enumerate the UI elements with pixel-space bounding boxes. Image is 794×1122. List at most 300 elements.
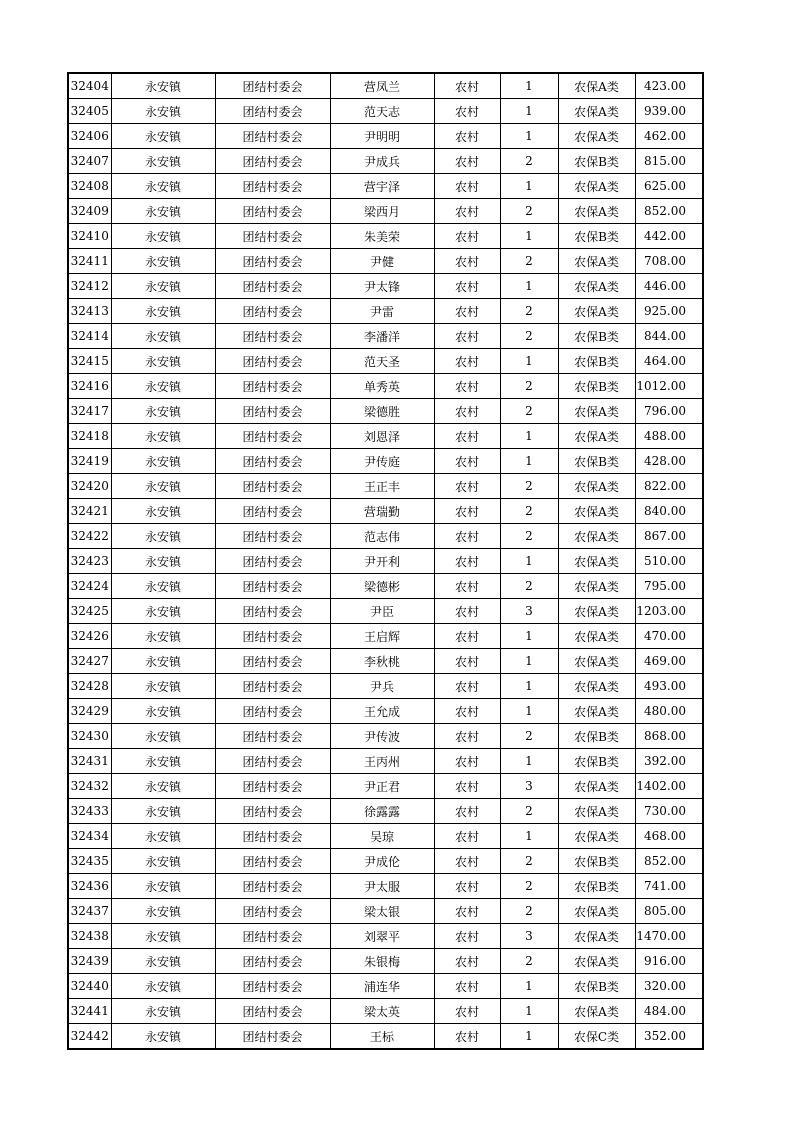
town-cell: 永安镇 (111, 549, 215, 574)
person-name-cell: 尹成伦 (330, 849, 434, 874)
town-cell: 永安镇 (111, 874, 215, 899)
area-type-cell: 农村 (434, 249, 500, 274)
amount-cell: 805.00 (635, 899, 703, 924)
person-name-cell: 梁德胜 (330, 399, 434, 424)
town-cell: 永安镇 (111, 674, 215, 699)
insurance-category-cell: 农保B类 (558, 749, 635, 774)
table-row (68, 399, 703, 424)
town-cell: 永安镇 (111, 274, 215, 299)
table-row (68, 499, 703, 524)
village-committee-cell: 团结村委会 (215, 99, 330, 124)
area-type-cell: 农村 (434, 174, 500, 199)
town-cell: 永安镇 (111, 299, 215, 324)
table-row (68, 674, 703, 699)
area-type-cell: 农村 (434, 749, 500, 774)
insurance-category-cell: 农保A类 (558, 924, 635, 949)
insurance-category-cell: 农保B类 (558, 224, 635, 249)
record-id-cell: 32418 (68, 424, 111, 449)
village-committee-cell: 团结村委会 (215, 674, 330, 699)
town-cell: 永安镇 (111, 974, 215, 999)
table-row (68, 324, 703, 349)
area-type-cell: 农村 (434, 924, 500, 949)
table-row (68, 824, 703, 849)
village-committee-cell: 团结村委会 (215, 124, 330, 149)
amount-cell: 916.00 (635, 949, 703, 974)
insurance-category-cell: 农保A类 (558, 699, 635, 724)
area-type-cell: 农村 (434, 874, 500, 899)
table-row (68, 474, 703, 499)
area-type-cell: 农村 (434, 849, 500, 874)
insurance-category-cell: 农保A类 (558, 674, 635, 699)
person-name-cell: 梁太银 (330, 899, 434, 924)
person-name-cell: 尹明明 (330, 124, 434, 149)
household-count-cell: 2 (500, 399, 558, 424)
household-count-cell: 2 (500, 574, 558, 599)
area-type-cell: 农村 (434, 474, 500, 499)
record-id-cell: 32410 (68, 224, 111, 249)
household-count-cell: 1 (500, 674, 558, 699)
village-committee-cell: 团结村委会 (215, 849, 330, 874)
town-cell: 永安镇 (111, 924, 215, 949)
town-cell: 永安镇 (111, 424, 215, 449)
area-type-cell: 农村 (434, 899, 500, 924)
household-count-cell: 1 (500, 699, 558, 724)
record-id-cell: 32434 (68, 824, 111, 849)
amount-cell: 446.00 (635, 274, 703, 299)
insurance-category-cell: 农保B类 (558, 974, 635, 999)
area-type-cell: 农村 (434, 524, 500, 549)
record-id-cell: 32423 (68, 549, 111, 574)
village-committee-cell: 团结村委会 (215, 749, 330, 774)
record-id-cell: 32411 (68, 249, 111, 274)
table-row (68, 124, 703, 149)
household-count-cell: 1 (500, 174, 558, 199)
amount-cell: 822.00 (635, 474, 703, 499)
amount-cell: 510.00 (635, 549, 703, 574)
town-cell: 永安镇 (111, 399, 215, 424)
insurance-category-cell: 农保B类 (558, 149, 635, 174)
table-row (68, 424, 703, 449)
insurance-category-cell: 农保A类 (558, 549, 635, 574)
village-committee-cell: 团结村委会 (215, 324, 330, 349)
insurance-category-cell: 农保B类 (558, 324, 635, 349)
person-name-cell: 营宇泽 (330, 174, 434, 199)
village-committee-cell: 团结村委会 (215, 999, 330, 1024)
household-count-cell: 2 (500, 724, 558, 749)
insurance-category-cell: 农保C类 (558, 1024, 635, 1050)
person-name-cell: 尹雷 (330, 299, 434, 324)
amount-cell: 462.00 (635, 124, 703, 149)
person-name-cell: 范天志 (330, 99, 434, 124)
household-count-cell: 1 (500, 824, 558, 849)
amount-cell: 708.00 (635, 249, 703, 274)
insurance-category-cell: 农保B类 (558, 849, 635, 874)
table-row (68, 199, 703, 224)
household-count-cell: 2 (500, 374, 558, 399)
town-cell: 永安镇 (111, 724, 215, 749)
record-id-cell: 32431 (68, 749, 111, 774)
amount-cell: 939.00 (635, 99, 703, 124)
town-cell: 永安镇 (111, 124, 215, 149)
town-cell: 永安镇 (111, 624, 215, 649)
table-row (68, 1024, 703, 1050)
amount-cell: 480.00 (635, 699, 703, 724)
household-count-cell: 2 (500, 149, 558, 174)
insurance-category-cell: 农保A类 (558, 274, 635, 299)
town-cell: 永安镇 (111, 574, 215, 599)
record-id-cell: 32421 (68, 499, 111, 524)
record-id-cell: 32441 (68, 999, 111, 1024)
household-count-cell: 2 (500, 199, 558, 224)
table-row (68, 774, 703, 799)
household-count-cell: 1 (500, 649, 558, 674)
amount-cell: 352.00 (635, 1024, 703, 1050)
household-count-cell: 1 (500, 1024, 558, 1050)
record-id-cell: 32433 (68, 799, 111, 824)
person-name-cell: 王启辉 (330, 624, 434, 649)
insurance-category-cell: 农保A类 (558, 199, 635, 224)
town-cell: 永安镇 (111, 474, 215, 499)
table-row (68, 274, 703, 299)
village-committee-cell: 团结村委会 (215, 349, 330, 374)
person-name-cell: 范天圣 (330, 349, 434, 374)
amount-cell: 1012.00 (635, 374, 703, 399)
town-cell: 永安镇 (111, 149, 215, 174)
village-committee-cell: 团结村委会 (215, 949, 330, 974)
record-id-cell: 32404 (68, 73, 111, 99)
record-id-cell: 32417 (68, 399, 111, 424)
amount-cell: 844.00 (635, 324, 703, 349)
household-count-cell: 1 (500, 224, 558, 249)
insurance-category-cell: 农保B类 (558, 349, 635, 374)
person-name-cell: 刘恩泽 (330, 424, 434, 449)
person-name-cell: 王标 (330, 1024, 434, 1050)
area-type-cell: 农村 (434, 349, 500, 374)
area-type-cell: 农村 (434, 274, 500, 299)
village-committee-cell: 团结村委会 (215, 974, 330, 999)
table-row (68, 99, 703, 124)
insurance-category-cell: 农保A类 (558, 124, 635, 149)
record-id-cell: 32438 (68, 924, 111, 949)
town-cell: 永安镇 (111, 649, 215, 674)
record-id-cell: 32422 (68, 524, 111, 549)
record-id-cell: 32425 (68, 599, 111, 624)
insurance-category-cell: 农保B类 (558, 374, 635, 399)
household-count-cell: 3 (500, 924, 558, 949)
village-committee-cell: 团结村委会 (215, 424, 330, 449)
household-count-cell: 1 (500, 974, 558, 999)
area-type-cell: 农村 (434, 949, 500, 974)
amount-cell: 1402.00 (635, 774, 703, 799)
area-type-cell: 农村 (434, 674, 500, 699)
area-type-cell: 农村 (434, 224, 500, 249)
record-id-cell: 32424 (68, 574, 111, 599)
area-type-cell: 农村 (434, 124, 500, 149)
amount-cell: 392.00 (635, 749, 703, 774)
area-type-cell: 农村 (434, 149, 500, 174)
amount-cell: 442.00 (635, 224, 703, 249)
table-row (68, 874, 703, 899)
village-committee-cell: 团结村委会 (215, 824, 330, 849)
amount-cell: 320.00 (635, 974, 703, 999)
person-name-cell: 尹开利 (330, 549, 434, 574)
table-row (68, 549, 703, 574)
area-type-cell: 农村 (434, 624, 500, 649)
village-committee-cell: 团结村委会 (215, 599, 330, 624)
person-name-cell: 梁太英 (330, 999, 434, 1024)
amount-cell: 925.00 (635, 299, 703, 324)
table-row (68, 574, 703, 599)
table-row (68, 699, 703, 724)
amount-cell: 428.00 (635, 449, 703, 474)
town-cell: 永安镇 (111, 199, 215, 224)
household-count-cell: 1 (500, 99, 558, 124)
table-row (68, 524, 703, 549)
insurance-category-cell: 农保A类 (558, 624, 635, 649)
insurance-category-cell: 农保A类 (558, 599, 635, 624)
insurance-category-cell: 农保A类 (558, 474, 635, 499)
amount-cell: 488.00 (635, 424, 703, 449)
record-id-cell: 32415 (68, 349, 111, 374)
record-id-cell: 32407 (68, 149, 111, 174)
area-type-cell: 农村 (434, 599, 500, 624)
record-id-cell: 32427 (68, 649, 111, 674)
amount-cell: 464.00 (635, 349, 703, 374)
insurance-category-cell: 农保A类 (558, 949, 635, 974)
table-row (68, 624, 703, 649)
insurance-category-cell: 农保A类 (558, 99, 635, 124)
record-id-cell: 32426 (68, 624, 111, 649)
insurance-category-cell: 农保A类 (558, 774, 635, 799)
town-cell: 永安镇 (111, 824, 215, 849)
person-name-cell: 尹成兵 (330, 149, 434, 174)
amount-cell: 470.00 (635, 624, 703, 649)
person-name-cell: 尹太服 (330, 874, 434, 899)
table-row (68, 599, 703, 624)
area-type-cell: 农村 (434, 99, 500, 124)
area-type-cell: 农村 (434, 774, 500, 799)
amount-cell: 868.00 (635, 724, 703, 749)
household-count-cell: 2 (500, 249, 558, 274)
town-cell: 永安镇 (111, 324, 215, 349)
amount-cell: 493.00 (635, 674, 703, 699)
village-committee-cell: 团结村委会 (215, 924, 330, 949)
amount-cell: 852.00 (635, 199, 703, 224)
person-name-cell: 范志伟 (330, 524, 434, 549)
record-id-cell: 32439 (68, 949, 111, 974)
area-type-cell: 农村 (434, 824, 500, 849)
person-name-cell: 朱银梅 (330, 949, 434, 974)
table-row (68, 249, 703, 274)
insurance-category-cell: 农保A类 (558, 524, 635, 549)
record-id-cell: 32406 (68, 124, 111, 149)
town-cell: 永安镇 (111, 499, 215, 524)
record-id-cell: 32419 (68, 449, 111, 474)
table-row (68, 224, 703, 249)
person-name-cell: 王正丰 (330, 474, 434, 499)
household-count-cell: 2 (500, 849, 558, 874)
table-row (68, 899, 703, 924)
person-name-cell: 尹正君 (330, 774, 434, 799)
amount-cell: 815.00 (635, 149, 703, 174)
area-type-cell: 农村 (434, 1024, 500, 1050)
amount-cell: 741.00 (635, 874, 703, 899)
person-name-cell: 王丙州 (330, 749, 434, 774)
village-committee-cell: 团结村委会 (215, 224, 330, 249)
record-id-cell: 32432 (68, 774, 111, 799)
record-id-cell: 32408 (68, 174, 111, 199)
person-name-cell: 梁德彬 (330, 574, 434, 599)
household-count-cell: 1 (500, 424, 558, 449)
insurance-category-cell: 农保A类 (558, 73, 635, 99)
insurance-category-cell: 农保A类 (558, 399, 635, 424)
amount-cell: 840.00 (635, 499, 703, 524)
village-committee-cell: 团结村委会 (215, 399, 330, 424)
town-cell: 永安镇 (111, 749, 215, 774)
town-cell: 永安镇 (111, 599, 215, 624)
village-committee-cell: 团结村委会 (215, 249, 330, 274)
area-type-cell: 农村 (434, 574, 500, 599)
household-count-cell: 1 (500, 549, 558, 574)
household-count-cell: 2 (500, 324, 558, 349)
area-type-cell: 农村 (434, 399, 500, 424)
town-cell: 永安镇 (111, 73, 215, 99)
record-id-cell: 32409 (68, 199, 111, 224)
person-name-cell: 尹太锋 (330, 274, 434, 299)
insurance-category-cell: 农保A类 (558, 824, 635, 849)
area-type-cell: 农村 (434, 549, 500, 574)
amount-cell: 796.00 (635, 399, 703, 424)
area-type-cell: 农村 (434, 424, 500, 449)
village-committee-cell: 团结村委会 (215, 499, 330, 524)
insurance-category-cell: 农保A类 (558, 249, 635, 274)
person-name-cell: 单秀英 (330, 374, 434, 399)
village-committee-cell: 团结村委会 (215, 374, 330, 399)
village-committee-cell: 团结村委会 (215, 299, 330, 324)
area-type-cell: 农村 (434, 374, 500, 399)
village-committee-cell: 团结村委会 (215, 899, 330, 924)
person-name-cell: 徐露露 (330, 799, 434, 824)
town-cell: 永安镇 (111, 449, 215, 474)
village-committee-cell: 团结村委会 (215, 624, 330, 649)
person-name-cell: 尹传波 (330, 724, 434, 749)
area-type-cell: 农村 (434, 199, 500, 224)
table-row (68, 999, 703, 1024)
table-row (68, 649, 703, 674)
record-id-cell: 32442 (68, 1024, 111, 1050)
household-count-cell: 2 (500, 874, 558, 899)
amount-cell: 625.00 (635, 174, 703, 199)
household-count-cell: 1 (500, 449, 558, 474)
person-name-cell: 尹兵 (330, 674, 434, 699)
record-id-cell: 32416 (68, 374, 111, 399)
amount-cell: 423.00 (635, 73, 703, 99)
town-cell: 永安镇 (111, 949, 215, 974)
table-row (68, 924, 703, 949)
person-name-cell: 朱美荣 (330, 224, 434, 249)
town-cell: 永安镇 (111, 849, 215, 874)
table-row (68, 849, 703, 874)
town-cell: 永安镇 (111, 224, 215, 249)
household-count-cell: 2 (500, 799, 558, 824)
household-count-cell: 2 (500, 474, 558, 499)
person-name-cell: 李秋桃 (330, 649, 434, 674)
person-name-cell: 尹传庭 (330, 449, 434, 474)
record-id-cell: 32405 (68, 99, 111, 124)
record-id-cell: 32428 (68, 674, 111, 699)
town-cell: 永安镇 (111, 774, 215, 799)
village-committee-cell: 团结村委会 (215, 474, 330, 499)
person-name-cell: 营凤兰 (330, 73, 434, 99)
household-count-cell: 2 (500, 949, 558, 974)
table-row (68, 299, 703, 324)
household-count-cell: 1 (500, 624, 558, 649)
village-committee-cell: 团结村委会 (215, 524, 330, 549)
household-count-cell: 1 (500, 124, 558, 149)
person-name-cell: 吴琼 (330, 824, 434, 849)
person-name-cell: 尹臣 (330, 599, 434, 624)
area-type-cell: 农村 (434, 499, 500, 524)
area-type-cell: 农村 (434, 649, 500, 674)
amount-cell: 1203.00 (635, 599, 703, 624)
table-row (68, 449, 703, 474)
table-row (68, 349, 703, 374)
amount-cell: 484.00 (635, 999, 703, 1024)
insurance-category-cell: 农保A类 (558, 174, 635, 199)
area-type-cell: 农村 (434, 724, 500, 749)
insurance-category-cell: 农保A类 (558, 574, 635, 599)
record-id-cell: 32420 (68, 474, 111, 499)
town-cell: 永安镇 (111, 349, 215, 374)
town-cell: 永安镇 (111, 174, 215, 199)
village-committee-cell: 团结村委会 (215, 174, 330, 199)
insurance-category-cell: 农保A类 (558, 999, 635, 1024)
household-count-cell: 3 (500, 774, 558, 799)
insurance-category-cell: 农保A类 (558, 649, 635, 674)
town-cell: 永安镇 (111, 699, 215, 724)
household-count-cell: 2 (500, 499, 558, 524)
amount-cell: 867.00 (635, 524, 703, 549)
table-row (68, 749, 703, 774)
town-cell: 永安镇 (111, 799, 215, 824)
insurance-category-cell: 农保A类 (558, 899, 635, 924)
person-name-cell: 王允成 (330, 699, 434, 724)
person-name-cell: 尹健 (330, 249, 434, 274)
insurance-category-cell: 农保A类 (558, 499, 635, 524)
amount-cell: 1470.00 (635, 924, 703, 949)
insurance-category-cell: 农保B类 (558, 874, 635, 899)
village-committee-cell: 团结村委会 (215, 574, 330, 599)
table-row (68, 174, 703, 199)
village-committee-cell: 团结村委会 (215, 149, 330, 174)
table-row (68, 949, 703, 974)
area-type-cell: 农村 (434, 299, 500, 324)
insurance-category-cell: 农保A类 (558, 299, 635, 324)
amount-cell: 469.00 (635, 649, 703, 674)
person-name-cell: 营瑞勤 (330, 499, 434, 524)
village-committee-cell: 团结村委会 (215, 799, 330, 824)
town-cell: 永安镇 (111, 524, 215, 549)
record-id-cell: 32414 (68, 324, 111, 349)
insurance-category-cell: 农保A类 (558, 424, 635, 449)
village-committee-cell: 团结村委会 (215, 449, 330, 474)
insurance-category-cell: 农保B类 (558, 449, 635, 474)
amount-cell: 795.00 (635, 574, 703, 599)
town-cell: 永安镇 (111, 1024, 215, 1050)
amount-cell: 730.00 (635, 799, 703, 824)
area-type-cell: 农村 (434, 699, 500, 724)
table-row (68, 974, 703, 999)
